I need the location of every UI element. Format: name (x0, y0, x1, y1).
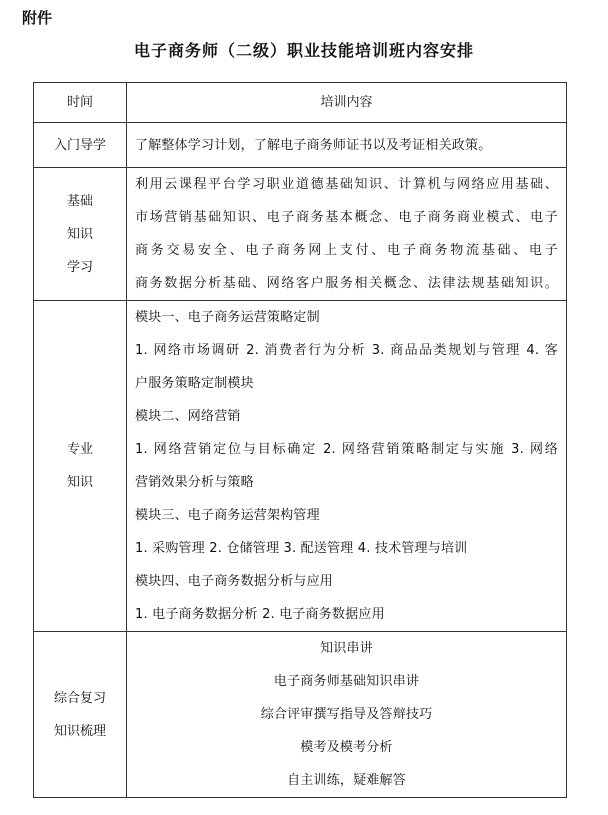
content-line: 市场营销基础知识、电子商务基本概念、电子商务商业模式、电子 (135, 210, 558, 225)
content-line: 自主训练，疑难解答 (287, 773, 406, 788)
row-label (34, 632, 127, 798)
row-label-line: 学习 (66, 259, 93, 275)
content-line: 户服务策略定制模块 (135, 376, 254, 391)
content-line: 模块四、电子商务数据分析与应用 (135, 574, 334, 589)
table-row (34, 168, 567, 301)
attachment-label: 附件 (22, 9, 53, 27)
row-content (127, 301, 567, 632)
content-line: 了解整体学习计划，了解电子商务师证书以及考证相关政策。 (135, 137, 492, 153)
row-label (34, 168, 127, 301)
content-line: 综合评审撰写指导及答辩技巧 (260, 707, 433, 722)
content-line: 知识串讲 (320, 641, 373, 656)
row-label-line: 基础 (66, 193, 93, 209)
content-line: 商务交易安全、电子商务网上支付、电子商务物流基础、电子 (135, 243, 558, 258)
content-line: 模块三、电子商务运营架构管理 (135, 508, 320, 523)
row-label-line: 知识 (66, 226, 93, 242)
column-header-content: 培训内容 (127, 83, 567, 123)
content-line: 1. 网络市场调研 2. 消费者行为分析 3. 商品品类规划与管理 4. 客 (135, 343, 558, 358)
row-content (127, 168, 567, 301)
document-title: 电子商务师（二级）职业技能培训班内容安排 (133, 41, 474, 60)
row-label (34, 123, 127, 168)
content-line: 模考及模考分析 (300, 740, 393, 755)
row-label-line: 专业 (66, 442, 93, 457)
row-content (127, 632, 567, 798)
row-label-line: 综合复习 (53, 690, 106, 706)
content-line: 1. 网络营销定位与目标确定 2. 网络营销策略制定与实施 3. 网络 (135, 442, 558, 457)
content-line: 商务数据分析基础、网络客户服务相关概念、法律法规基础知识。 (135, 276, 558, 291)
content-line: 1. 电子商务数据分析 2. 电子商务数据应用 (135, 607, 385, 622)
table-row (34, 123, 567, 168)
row-label-line: 知识 (66, 475, 93, 490)
row-label (34, 301, 127, 632)
row-label-line: 入门导学 (53, 137, 106, 153)
content-line: 营销效果分析与策略 (135, 475, 254, 490)
content-line: 1. 采购管理 2. 仓储管理 3. 配送管理 4. 技术管理与培训 (135, 541, 468, 556)
table-row (34, 632, 567, 798)
content-line: 利用云课程平台学习职业道德基础知识、计算机与网络应用基础、 (135, 177, 558, 192)
training-schedule-table (33, 82, 567, 798)
content-line: 电子商务师基础知识串讲 (273, 674, 420, 689)
content-line: 模块一、电子商务运营策略定制 (135, 310, 320, 325)
row-content (127, 123, 567, 168)
row-label-line: 知识梳理 (53, 723, 106, 739)
column-header-time: 时间 (34, 83, 127, 123)
table-header-row (34, 83, 567, 123)
table-row (34, 301, 567, 632)
content-line: 模块二、网络营销 (135, 409, 241, 424)
